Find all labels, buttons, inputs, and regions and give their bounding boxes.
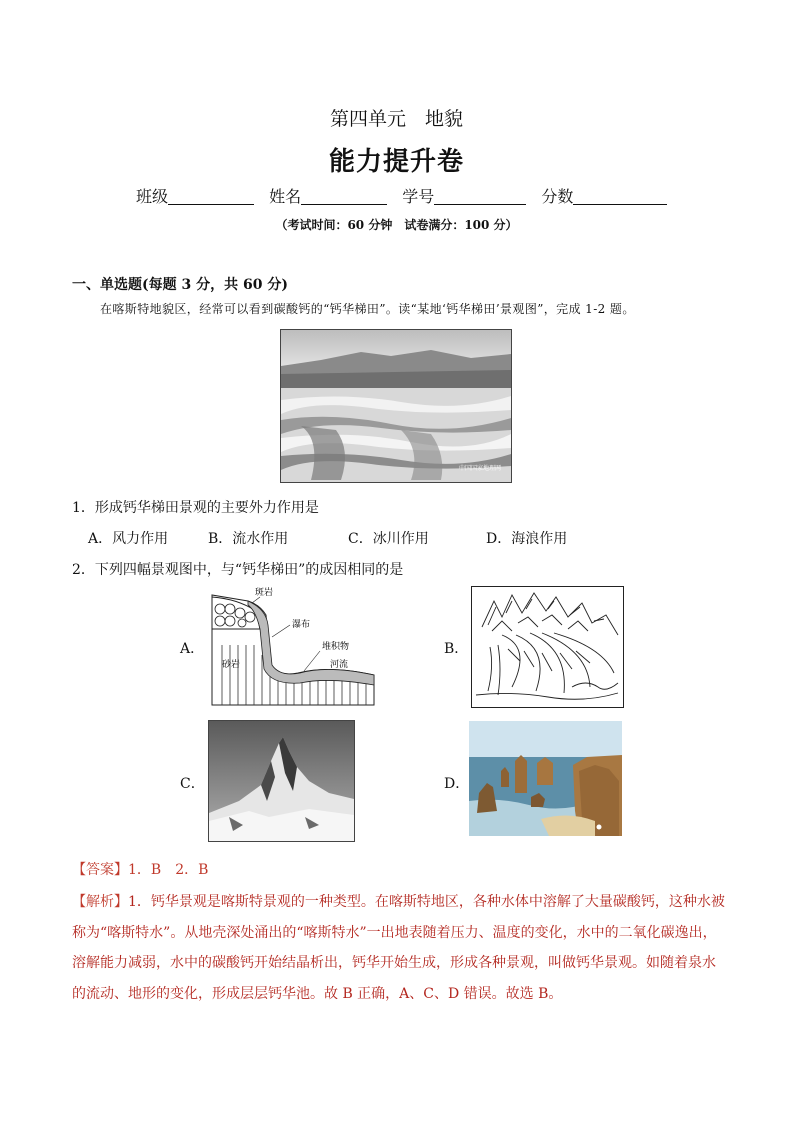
question-1-option-d[interactable]: D．海浪作用 bbox=[486, 531, 568, 547]
score-field-blank[interactable] bbox=[573, 188, 667, 205]
diagram-a-label-waterfall: 瀑布 bbox=[292, 620, 311, 630]
exam-info: （考试时间：60 分钟 试卷满分：100 分） bbox=[275, 218, 518, 232]
question-2-stem: 2．下列四幅景观图中，与“钙华梯田”的成因相同的是 bbox=[72, 562, 404, 578]
question-1-option-b[interactable]: B．流水作用 bbox=[208, 531, 289, 547]
diagram-a-label-river: 河流 bbox=[330, 660, 349, 670]
calcareous-terrace-photo bbox=[280, 329, 512, 483]
question-1-option-c[interactable]: C．冰川作用 bbox=[348, 531, 429, 547]
section-intro: 在喀斯特地貌区，经常可以看到碳酸钙的“钙华梯田”。读“某地‘钙华梯田’景观图”，完成 1-2 题。 bbox=[100, 302, 635, 316]
explanation-tag: 【解析】 bbox=[72, 894, 128, 910]
question-2-option-b-label[interactable]: B． bbox=[444, 641, 469, 657]
question-1-stem: 1．形成钙华梯田景观的主要外力作用是 bbox=[72, 500, 319, 516]
student-id-field-label: 学号 bbox=[402, 187, 435, 206]
question-2-option-d-label[interactable]: D． bbox=[444, 776, 470, 792]
name-field-blank[interactable] bbox=[301, 188, 387, 205]
question-2-option-c-label[interactable]: C． bbox=[180, 776, 205, 792]
glacial-horn-photo[interactable] bbox=[208, 720, 355, 842]
alluvial-fan-sketch[interactable] bbox=[471, 586, 624, 708]
diagram-a-label-sandstone: 砂岩 bbox=[222, 660, 241, 670]
score-field-label: 分数 bbox=[541, 187, 574, 206]
waterfall-cross-section-diagram[interactable] bbox=[208, 585, 378, 710]
answer-tag: 【答案】 bbox=[72, 862, 128, 878]
answer-line bbox=[72, 859, 208, 879]
unit-title: 第四单元 地貌 bbox=[329, 108, 463, 130]
explanation-block bbox=[72, 887, 728, 1009]
class-field-blank[interactable] bbox=[168, 188, 254, 205]
student-id-field-blank[interactable] bbox=[434, 188, 526, 205]
class-field-label: 班级 bbox=[136, 187, 169, 206]
diagram-a-label-porphyry: 斑岩 bbox=[255, 588, 274, 598]
name-field-label: 姓名 bbox=[269, 187, 302, 206]
explanation-text: 1．钙华景观是喀斯特景观的一种类型。在喀斯特地区，各种水体中溶解了大量碳酸钙，这种水被称为“喀斯特水”。从地壳深处涌出的“喀斯特水”一出地表随着压力、温度的变化，水中的二氧化碳逸出，溶解能力减弱，水中的碳酸钙开始结晶析出，钙华开始生成，形成各种景观，叫做钙华景观。如随着泉水的流动、地形的变化，形成层层钙华池。故 B 正确，A、C、D 错误。故选 B。 bbox=[72, 894, 725, 1002]
diagram-a-label-sediment: 堆积物 bbox=[322, 642, 350, 652]
question-1-option-a[interactable]: A．风力作用 bbox=[88, 531, 169, 547]
photo-watermark: 中国国家地理网 bbox=[459, 465, 502, 472]
exam-title: 能力提升卷 bbox=[328, 147, 464, 177]
section-heading: 一、单选题(每题 3 分，共 60 分) bbox=[72, 277, 288, 293]
answer-text: 1．B 2．B bbox=[128, 862, 209, 878]
student-info-fields bbox=[136, 184, 677, 207]
question-2-option-a-label[interactable]: A． bbox=[180, 641, 205, 657]
sea-stacks-photo[interactable] bbox=[469, 721, 622, 836]
